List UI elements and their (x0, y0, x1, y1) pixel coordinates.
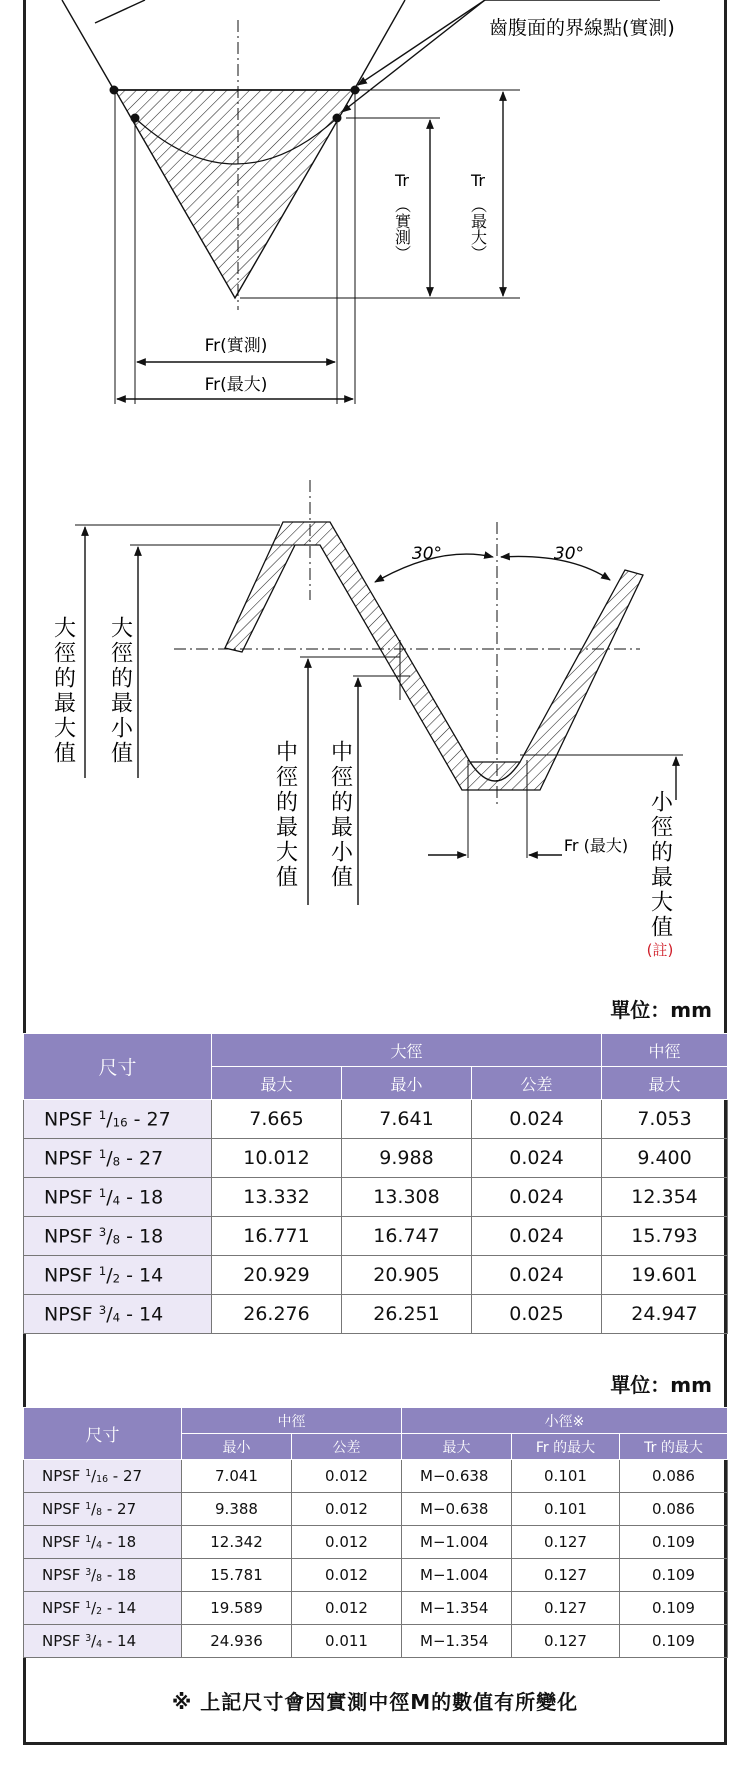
major-dia-group-header: 大徑 (212, 1034, 602, 1067)
size-prefix: NPSF (44, 1225, 99, 1248)
minor-max-cell: M−1.354 (402, 1592, 512, 1625)
major-max-cell: 16.771 (212, 1217, 342, 1256)
major-min-header: 最小 (342, 1067, 472, 1100)
size-denominator: 4 (96, 1638, 103, 1650)
size-prefix: NPSF (44, 1108, 99, 1131)
root-detail-diagram (62, 0, 660, 404)
size-cell (24, 1139, 212, 1178)
table-row (24, 1526, 728, 1559)
size-numerator: 1 (85, 1500, 92, 1512)
size-suffix: - 18 (102, 1566, 137, 1584)
fraction-slash: / (91, 1632, 97, 1650)
tr-max-paren-label: （最大） (468, 197, 488, 261)
pitch-tol-cell: 0.012 (292, 1559, 402, 1592)
size-header: 尺寸 (24, 1034, 212, 1100)
major-tol-cell: 0.024 (472, 1256, 602, 1295)
size-cell (24, 1100, 212, 1139)
size-cell (24, 1295, 212, 1334)
pitch-tol-cell: 0.012 (292, 1592, 402, 1625)
size-numerator: 1 (85, 1467, 92, 1479)
fraction-slash: / (106, 1303, 113, 1326)
major-dia-min-label: 大徑的最小值 (107, 616, 133, 766)
major-max-header: 最大 (212, 1067, 342, 1100)
fraction-slash: / (91, 1566, 97, 1584)
major-min-cell: 16.747 (342, 1217, 472, 1256)
size-denominator: 8 (112, 1154, 121, 1169)
pitch-tol-header: 公差 (292, 1434, 402, 1460)
fr-max-header: Fr 的最大 (512, 1434, 620, 1460)
table-row (24, 1295, 728, 1334)
fraction-slash: / (106, 1264, 113, 1287)
size-suffix: - 27 (102, 1500, 137, 1518)
fraction-slash: / (106, 1147, 113, 1170)
tr-max-cell: 0.109 (620, 1592, 728, 1625)
pitch-max-cell: 12.354 (602, 1178, 728, 1217)
table-row (24, 1217, 728, 1256)
unit-label-2: 單位：mm (610, 1373, 712, 1397)
major-tol-cell: 0.024 (472, 1100, 602, 1139)
size-suffix: - 18 (120, 1225, 164, 1248)
tr-max-cell: 0.086 (620, 1493, 728, 1526)
pitch-max-header: 最大 (602, 1067, 728, 1100)
major-diameter-table (23, 1033, 728, 1334)
tr-measured-label: Tr (395, 171, 409, 190)
size-suffix: - 18 (120, 1186, 164, 1209)
tr-max-cell: 0.109 (620, 1526, 728, 1559)
minor-max-cell: M−1.004 (402, 1559, 512, 1592)
size-cell (24, 1217, 212, 1256)
footnote: ※ 上記尺寸會因實測中徑M的數值有所變化 (171, 1690, 579, 1714)
size-numerator: 3 (85, 1566, 92, 1578)
table-row (24, 1493, 728, 1526)
major-max-cell: 20.929 (212, 1256, 342, 1295)
major-min-cell: 7.641 (342, 1100, 472, 1139)
pitch-tol-cell: 0.011 (292, 1625, 402, 1658)
size-numerator: 1 (98, 1185, 107, 1200)
minor-note-mark: (註) (646, 941, 674, 959)
size-suffix: - 14 (102, 1632, 137, 1650)
size-denominator: 4 (112, 1310, 121, 1325)
pitch-dia-group-header: 中徑 (602, 1034, 728, 1067)
size-denominator: 16 (96, 1473, 109, 1485)
pitch-tol-cell: 0.012 (292, 1526, 402, 1559)
fraction-slash: / (91, 1599, 97, 1617)
size-denominator: 2 (96, 1605, 103, 1617)
size-suffix: - 18 (102, 1533, 137, 1551)
size-numerator: 1 (85, 1599, 92, 1611)
pitch-max-cell: 9.400 (602, 1139, 728, 1178)
size-denominator: 2 (112, 1271, 121, 1286)
size-numerator: 3 (85, 1632, 92, 1644)
pitch-min-cell: 19.589 (182, 1592, 292, 1625)
size-suffix: - 14 (120, 1264, 164, 1287)
size-numerator: 3 (98, 1302, 107, 1317)
pitch-min-cell: 12.342 (182, 1526, 292, 1559)
tr-max-cell: 0.109 (620, 1625, 728, 1658)
size-denominator: 16 (112, 1115, 128, 1130)
table-row (24, 1592, 728, 1625)
pitch-max-cell: 15.793 (602, 1217, 728, 1256)
table-row (24, 1178, 728, 1217)
pitch-tol-cell: 0.012 (292, 1460, 402, 1493)
size-prefix: NPSF (42, 1467, 86, 1485)
table-row (24, 1100, 728, 1139)
pitch-dia-group-header-2: 中徑 (182, 1408, 402, 1434)
size-cell (24, 1526, 182, 1559)
table-row (24, 1625, 728, 1658)
size-prefix: NPSF (42, 1566, 86, 1584)
minor-max-cell: M−1.354 (402, 1625, 512, 1658)
size-prefix: NPSF (44, 1147, 99, 1170)
minor-max-cell: M−0.638 (402, 1460, 512, 1493)
size-cell (24, 1256, 212, 1295)
size-prefix: NPSF (44, 1303, 99, 1326)
pitch-max-cell: 19.601 (602, 1256, 728, 1295)
pitch-min-cell: 9.388 (182, 1493, 292, 1526)
fraction-slash: / (106, 1186, 113, 1209)
major-min-cell: 9.988 (342, 1139, 472, 1178)
tr-max-cell: 0.086 (620, 1460, 728, 1493)
size-suffix: - 27 (108, 1467, 143, 1485)
table-row (24, 1460, 728, 1493)
fraction-slash: / (91, 1533, 97, 1551)
angle-left-label: 30° (411, 544, 443, 564)
minor-max-cell: M−0.638 (402, 1493, 512, 1526)
tr-max-header: Tr 的最大 (620, 1434, 728, 1460)
fr-max-bottom-label: Fr (最大) (563, 836, 629, 855)
size-numerator: 3 (98, 1224, 107, 1239)
pitch-min-header: 最小 (182, 1434, 292, 1460)
pitch-max-cell: 7.053 (602, 1100, 728, 1139)
fraction-slash: / (91, 1467, 97, 1485)
size-suffix: - 27 (120, 1147, 164, 1170)
major-min-cell: 26.251 (342, 1295, 472, 1334)
size-suffix: - 14 (120, 1303, 164, 1326)
tr-max-label: Tr (471, 171, 485, 190)
major-tol-cell: 0.024 (472, 1217, 602, 1256)
angle-right-label: 30° (553, 544, 585, 564)
size-numerator: 1 (98, 1146, 107, 1161)
size-prefix: NPSF (42, 1533, 86, 1551)
minor-dia-group-header: 小徑※ (402, 1408, 728, 1434)
minor-diameter-table (23, 1407, 728, 1658)
size-denominator: 8 (96, 1506, 103, 1518)
major-tol-cell: 0.025 (472, 1295, 602, 1334)
fr-measured-label: Fr(實測) (204, 336, 268, 356)
fraction-slash: / (106, 1108, 113, 1131)
major-min-cell: 20.905 (342, 1256, 472, 1295)
size-cell (24, 1625, 182, 1658)
fr-max-cell: 0.101 (512, 1460, 620, 1493)
major-tol-header: 公差 (472, 1067, 602, 1100)
pitch-min-cell: 24.936 (182, 1625, 292, 1658)
table-row (24, 1559, 728, 1592)
fr-max-label: Fr(最大) (204, 375, 268, 395)
unit-label-1: 單位：mm (610, 998, 712, 1022)
fraction-slash: / (106, 1225, 113, 1248)
pitch-min-cell: 15.781 (182, 1559, 292, 1592)
fr-max-cell: 0.101 (512, 1493, 620, 1526)
pitch-dia-max-label: 中徑的最大值 (272, 740, 298, 890)
fr-max-cell: 0.127 (512, 1559, 620, 1592)
pitch-dia-min-label: 中徑的最小值 (327, 740, 353, 890)
size-cell (24, 1493, 182, 1526)
table-row (24, 1256, 728, 1295)
size-prefix: NPSF (42, 1599, 86, 1617)
size-prefix: NPSF (42, 1632, 86, 1650)
major-tol-cell: 0.024 (472, 1178, 602, 1217)
fr-max-cell: 0.127 (512, 1526, 620, 1559)
size-cell (24, 1460, 182, 1493)
size-prefix: NPSF (44, 1264, 99, 1287)
size-suffix: - 27 (127, 1108, 171, 1131)
size-header-2: 尺寸 (24, 1408, 182, 1460)
size-prefix: NPSF (44, 1186, 99, 1209)
size-numerator: 1 (98, 1263, 107, 1278)
minor-dia-max-label: 小徑的最大值 (647, 790, 673, 940)
pitch-tol-cell: 0.012 (292, 1493, 402, 1526)
major-dia-max-label: 大徑的最大值 (50, 616, 76, 766)
fraction-slash: / (91, 1500, 97, 1518)
major-max-cell: 10.012 (212, 1139, 342, 1178)
size-prefix: NPSF (42, 1500, 86, 1518)
major-max-cell: 13.332 (212, 1178, 342, 1217)
pitch-min-cell: 7.041 (182, 1460, 292, 1493)
size-denominator: 4 (96, 1539, 103, 1551)
size-denominator: 8 (96, 1572, 103, 1584)
fr-max-cell: 0.127 (512, 1592, 620, 1625)
pitch-max-cell: 24.947 (602, 1295, 728, 1334)
boundary-point-callout: 齒腹面的界線點(實測) (489, 17, 675, 39)
major-max-cell: 26.276 (212, 1295, 342, 1334)
major-max-cell: 7.665 (212, 1100, 342, 1139)
fr-max-cell: 0.127 (512, 1625, 620, 1658)
size-cell (24, 1559, 182, 1592)
size-cell (24, 1592, 182, 1625)
size-cell (24, 1178, 212, 1217)
size-numerator: 1 (98, 1107, 107, 1122)
size-denominator: 4 (112, 1193, 121, 1208)
size-suffix: - 14 (102, 1599, 137, 1617)
table-row (24, 1139, 728, 1178)
size-denominator: 8 (112, 1232, 121, 1247)
major-tol-cell: 0.024 (472, 1139, 602, 1178)
tr-max-cell: 0.109 (620, 1559, 728, 1592)
minor-max-cell: M−1.004 (402, 1526, 512, 1559)
size-numerator: 1 (85, 1533, 92, 1545)
major-min-cell: 13.308 (342, 1178, 472, 1217)
tr-measured-paren-label: （實測） (392, 197, 412, 261)
minor-max-header: 最大 (402, 1434, 512, 1460)
